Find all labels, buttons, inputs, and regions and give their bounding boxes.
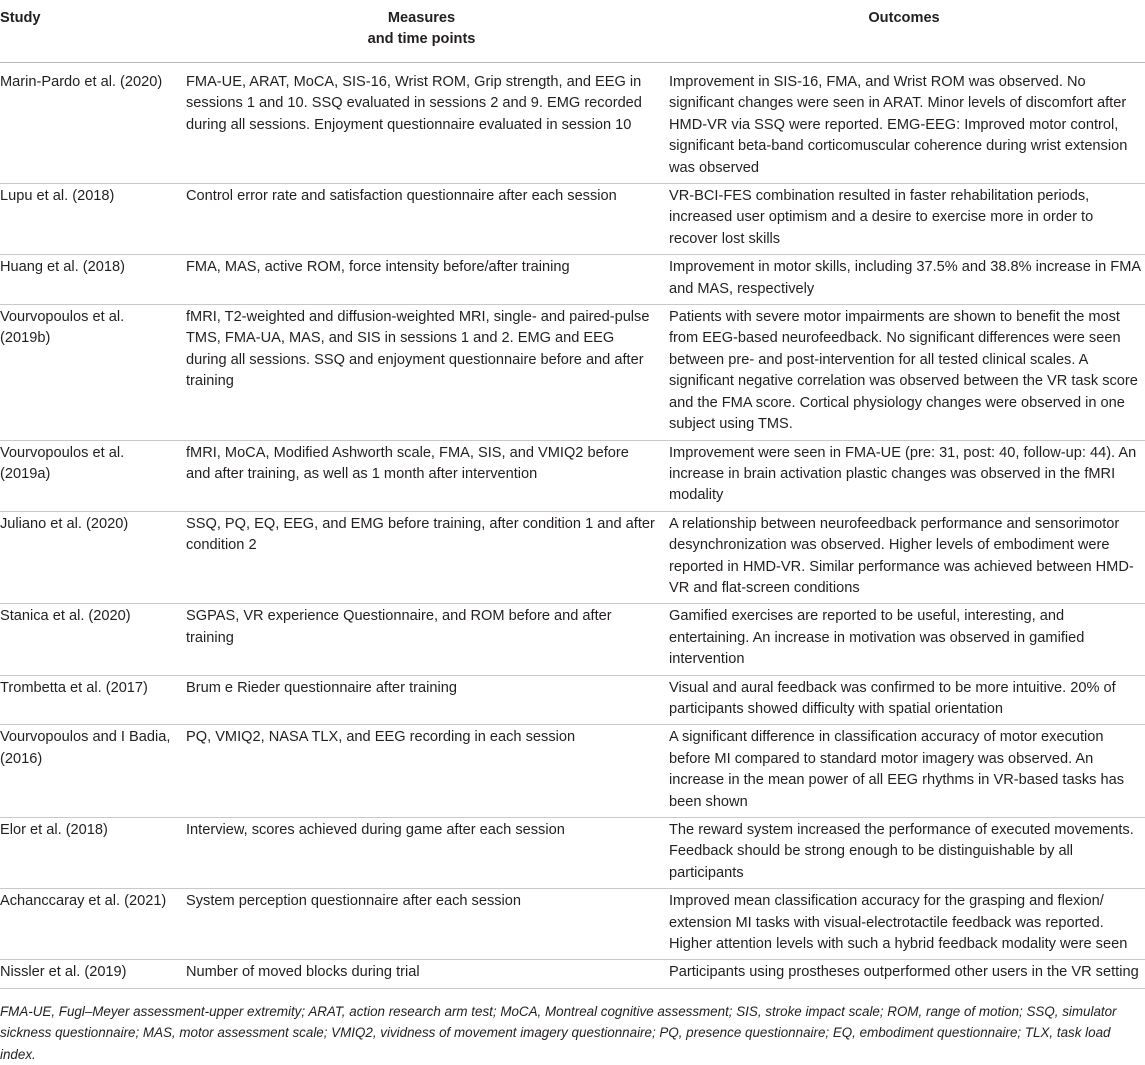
outcomes-cell: Improvement in motor skills, including 37.5% and 38.8% increase in FMA and MAS, respectively [663, 255, 1145, 305]
table-row [0, 440, 1145, 511]
study-cell: Huang et al. (2018) [0, 255, 180, 305]
study-cell: Marin-Pardo et al. (2020) [0, 63, 180, 184]
measures-cell: Interview, scores achieved during game after each session [180, 818, 663, 889]
outcomes-cell: A relationship between neurofeedback performance and sensorimotor desynchronization was observed. Higher levels of embodiment were reported in HMD-VR. Similar performance was achieved between HMD-VR and flat-screen conditions [663, 511, 1145, 604]
measures-cell: System perception questionnaire after each session [180, 889, 663, 960]
table-row [0, 818, 1145, 889]
outcomes-cell: Gamified exercises are reported to be useful, interesting, and entertaining. An increase in motivation was observed in gamified intervention [663, 604, 1145, 675]
outcomes-cell: Improvement in SIS-16, FMA, and Wrist ROM was observed. No significant changes were seen in ARAT. Minor levels of discomfort after HMD-VR via SSQ were reported. EMG-EEG: Improved motor control, significant beta-band corticomuscular coherence during wrist extension was observed [663, 63, 1145, 184]
study-cell: Stanica et al. (2020) [0, 604, 180, 675]
measures-cell: PQ, VMIQ2, NASA TLX, and EEG recording in each session [180, 725, 663, 818]
table-row [0, 511, 1145, 604]
table-row [0, 889, 1145, 960]
table-row [0, 305, 1145, 440]
measures-cell: SGPAS, VR experience Questionnaire, and ROM before and after training [180, 604, 663, 675]
header-outcomes: Outcomes [663, 0, 1145, 63]
table-footnote: FMA-UE, Fugl–Meyer assessment-upper extremity; ARAT, action research arm test; MoCA, Montreal cognitive assessment; SIS, stroke impact scale; ROM, range of motion; SSQ, simulator sickness questionnaire; MAS, motor assessment scale; VMIQ2, vividness of movement imagery questionnaire; PQ, presence questionnaire; EQ, embodiment questionnaire; TLX, task load index. [0, 1003, 1117, 1062]
header-study: Study [0, 0, 180, 63]
study-cell: Elor et al. (2018) [0, 818, 180, 889]
outcomes-cell: Visual and aural feedback was confirmed to be more intuitive. 20% of participants showed difficulty with spatial orientation [663, 675, 1145, 725]
outcomes-cell: The reward system increased the performance of executed movements. Feedback should be strong enough to be distinguishable by all participants [663, 818, 1145, 889]
study-cell: Trombetta et al. (2017) [0, 675, 180, 725]
measures-cell: SSQ, PQ, EQ, EEG, and EMG before training, after condition 1 and after condition 2 [180, 511, 663, 604]
measures-cell: fMRI, T2-weighted and diffusion-weighted MRI, single- and paired-pulse TMS, FMA-UA, MAS, and SIS in sessions 1 and 2. EMG and EEG during all sessions. SSQ and enjoyment questionnaire before and after training [180, 305, 663, 440]
table-row [0, 675, 1145, 725]
header-measures-line2: and time points [367, 31, 476, 47]
outcomes-cell: Improved mean classification accuracy for the grasping and flexion/ extension MI tasks with visual-electrotactile feedback was reported. Higher attention levels with such a hybrid feedback modality were seen [663, 889, 1145, 960]
study-cell: Vourvopoulos et al. (2019a) [0, 440, 180, 511]
measures-cell: fMRI, MoCA, Modified Ashworth scale, FMA, SIS, and VMIQ2 before and after training, as well as 1 month after intervention [180, 440, 663, 511]
measures-cell: Control error rate and satisfaction questionnaire after each session [180, 184, 663, 255]
measures-cell: Brum e Rieder questionnaire after training [180, 675, 663, 725]
study-cell: Juliano et al. (2020) [0, 511, 180, 604]
study-cell: Achanccaray et al. (2021) [0, 889, 180, 960]
study-cell: Vourvopoulos and I Badia, (2016) [0, 725, 180, 818]
table-row [0, 725, 1145, 818]
measures-cell: Number of moved blocks during trial [180, 960, 663, 988]
table-row [0, 184, 1145, 255]
measures-cell: FMA, MAS, active ROM, force intensity before/after training [180, 255, 663, 305]
study-cell: Vourvopoulos et al. (2019b) [0, 305, 180, 440]
study-cell: Lupu et al. (2018) [0, 184, 180, 255]
table-row [0, 255, 1145, 305]
measures-cell: FMA-UE, ARAT, MoCA, SIS-16, Wrist ROM, Grip strength, and EEG in sessions 1 and 10. SSQ evaluated in sessions 2 and 9. EMG recorded during all sessions. Enjoyment questionnaire evaluated in session 10 [180, 63, 663, 184]
outcomes-cell: A significant difference in classification accuracy of motor execution before MI compared to standard motor imagery was observed. An increase in the mean power of all EEG rhythms in VR-based tasks has been shown [663, 725, 1145, 818]
header-row [0, 0, 1145, 63]
header-measures-line1: Measures [387, 10, 456, 26]
table-row [0, 63, 1145, 184]
outcomes-cell: Participants using prostheses outperformed other users in the VR setting [663, 960, 1145, 988]
outcomes-cell: Improvement were seen in FMA-UE (pre: 31, post: 40, follow-up: 44). An increase in brain activation plastic changes was observed in the fMRI modality [663, 440, 1145, 511]
outcomes-cell: Patients with severe motor impairments are shown to benefit the most from EEG-based neurofeedback. No significant differences were seen between pre- and post-intervention for all tested clinical scales. A significant negative correlation was observed between the VR task score and the FMA score. Cortical physiology changes were observed in one subject using TMS. [663, 305, 1145, 440]
outcomes-cell: VR-BCI-FES combination resulted in faster rehabilitation periods, increased user optimism and a desire to exercise more in order to recover lost skills [663, 184, 1145, 255]
study-cell: Nissler et al. (2019) [0, 960, 180, 988]
header-measures [180, 0, 663, 63]
table-row [0, 960, 1145, 988]
table-row [0, 604, 1145, 675]
